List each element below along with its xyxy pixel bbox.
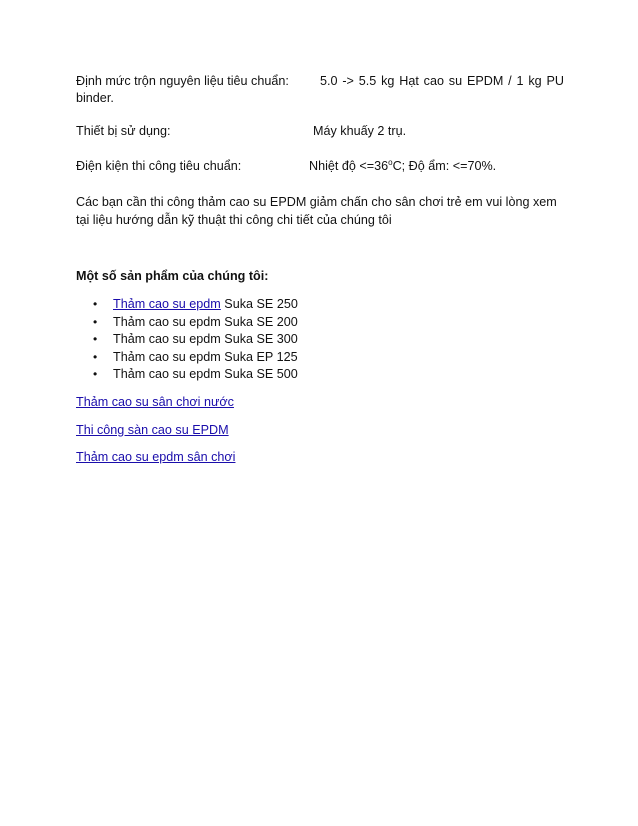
product-text: Thảm cao su epdm Suka SE 500 [113,367,298,381]
bullet-icon: • [93,349,98,364]
spec-value-temp: Nhiệt độ <=36 [309,159,389,173]
link-epdm-playground-mat[interactable]: Thảm cao su epdm sân chơi [76,450,236,464]
product-text: Thảm cao su epdm Suka SE 200 [113,314,298,329]
spec-label-continuation: binder. [76,91,114,105]
bullet-icon: • [93,367,98,381]
link-row [76,394,235,422]
bullet-icon: • [93,314,98,329]
bullet-icon: • [93,332,98,346]
degree-sup: o [388,158,393,167]
bullet-icon: • [93,297,98,311]
link-epdm-floor-install[interactable]: Thi công sàn cao su EPDM [76,422,229,437]
spec-value: Máy khuấy 2 trụ. [313,124,407,138]
product-list [76,296,298,384]
list-item [76,349,298,367]
spec-value-humidity: C; Độ ẩm: <=70%. [392,159,497,173]
related-links [76,394,235,477]
spec-row-mix-ratio [76,73,564,113]
product-text: Thảm cao su epdm Suka SE 300 [113,332,298,346]
list-item [76,314,298,332]
product-link[interactable]: Thảm cao su epdm [113,297,221,311]
product-text: Suka SE 250 [220,297,298,311]
list-item [76,366,298,384]
products-title: Một số sản phẩm của chúng tôi: [76,269,269,283]
intro-paragraph: Các bạn cần thi công thảm cao su EPDM giảm chấn cho sân chơi trẻ em vui lòng xem tại liệu hướng dẫn kỹ thuật thi công chi tiết của chúng tôi [76,195,557,227]
spec-value: 5.0 -> 5.5 kg Hạt cao su EPDM / 1 kg PU [320,74,564,88]
spec-label: Thiết bị sử dụng: [76,124,171,138]
list-item [76,296,298,314]
spec-label: Điện kiện thi công tiêu chuẩn: [76,159,242,173]
link-row [76,449,235,477]
link-rubber-playground-water[interactable]: Thảm cao su sân chơi nước [76,395,234,409]
link-row [76,422,235,450]
product-text: Thảm cao su epdm Suka EP 125 [113,349,298,364]
list-item [76,331,298,349]
spec-label: Định mức trộn nguyên liệu tiêu chuẩn: [76,74,289,88]
spec-value [309,158,496,175]
